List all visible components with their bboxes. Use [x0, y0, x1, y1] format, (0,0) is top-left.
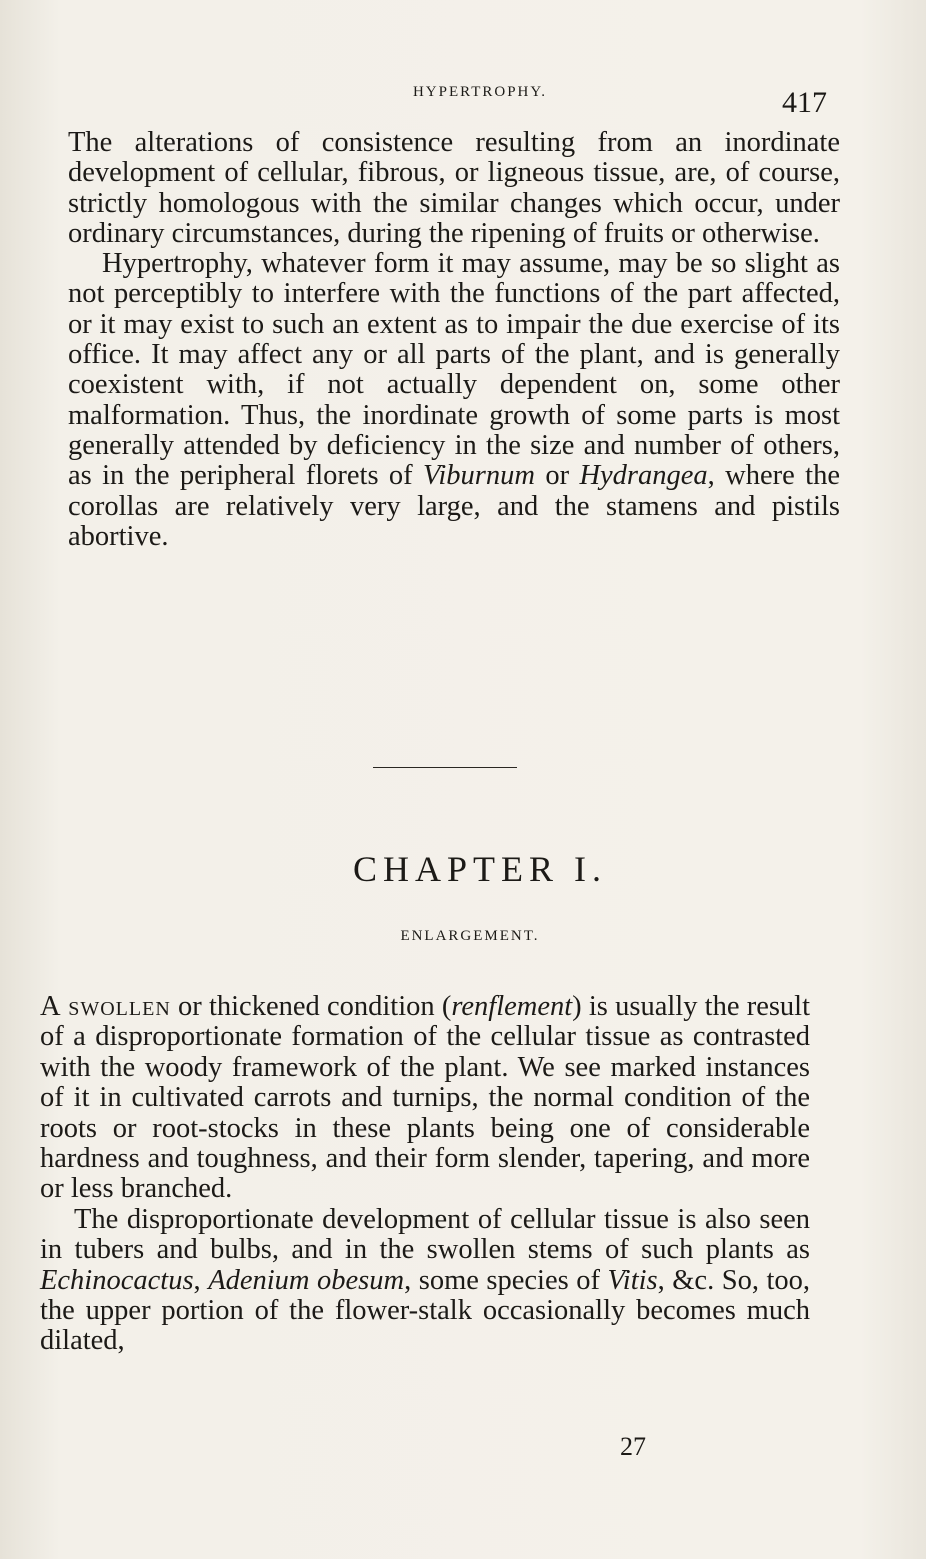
paragraph-text: The disproportionate development of cellular tissue is also seen in tubers and bulbs, and in the swollen stems of such plants as	[40, 1203, 810, 1266]
paragraph-text: or thickened condition (	[170, 991, 452, 1022]
taxon-viburnum: Viburnum	[423, 460, 535, 492]
paragraph-consistence: The alterations of consistence resulting from an inordinate development of cellular, fibrous, or ligneous tissue, are, of course, strictly homologous with the similar changes which occur, under ordinary circumstances, during the ripening of fruits or otherwise.	[68, 127, 840, 249]
signature-mark: 27	[620, 1432, 646, 1461]
taxon-hydrangea: Hydrangea	[579, 460, 708, 492]
paragraph-text: ) is usually the result of a disproportionate formation of the cellular tissue as contrasted with the woody framework of the plant. We see marked instances of it in cultivated carrots and turnips, the normal condition of the roots or root-stocks in these plants being one of considerable hardness and toughness, and their form slender, tapering, and more or less branched.	[40, 991, 811, 1205]
paragraph-text: or	[534, 460, 580, 492]
paragraph-swollen	[40, 992, 810, 1205]
paragraph-text: , &c. So, too, the upper portion of the flower-stalk occasionally becomes much dilated,	[40, 1264, 811, 1357]
paragraph-text: Hypertrophy, whatever form it may assume, may be so slight as not perceptibly to interfere with the functions of the part affected, or it may exist to such an extent as to impair the due exercise of its office. It may affect any or all parts of the plant, and is generally coexistent with, if not actually dependent on, some other malformation. Thus, the inordinate growth of some parts is most generally attended by deficiency in the size and number of others, as in the peripheral florets of	[68, 248, 840, 492]
running-head: HYPERTROPHY.	[412, 84, 548, 100]
section-title: ENLARGEMENT.	[400, 928, 540, 944]
paragraph-text: ,	[193, 1264, 209, 1296]
body-text-section-2	[40, 992, 810, 1357]
taxon-adenium: Adenium obesum	[208, 1264, 405, 1296]
chapter-title: CHAPTER I.	[352, 849, 607, 889]
paragraph-cellular-tissue	[40, 1205, 810, 1357]
paragraph-hypertrophy	[68, 249, 840, 552]
section-divider	[373, 767, 517, 768]
page-number: 417	[782, 86, 827, 119]
term-renflement: renflement	[451, 991, 573, 1022]
body-text-section-1	[68, 128, 840, 552]
paragraph-text: , some species of	[404, 1264, 608, 1296]
lead-in: A swollen	[40, 991, 171, 1022]
taxon-vitis: Vitis	[607, 1264, 658, 1296]
taxon-echinocactus: Echinocactus	[40, 1264, 194, 1296]
paragraph-text: , where the corollas are relatively very large, and the stamens and pistils abortive.	[68, 460, 840, 552]
